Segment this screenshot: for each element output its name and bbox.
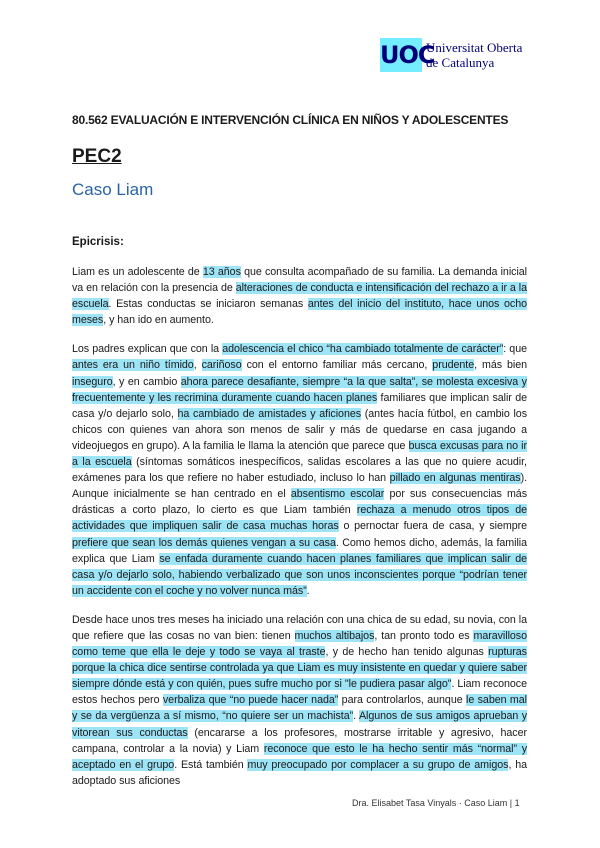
course-title: 80.562 EVALUACIÓN E INTERVENCIÓN CLÍNICA EN NIÑOS Y ADOLESCENTES: [72, 113, 509, 127]
highlighted-text: ahora parece desafiante, siempre “a la que salta”, se molesta excesiva y frecuentemente y les recrimina duramente cuando hacen planes: [72, 375, 527, 404]
paragraph-text: , y han ido en aumento.: [103, 314, 214, 327]
highlighted-text: ha cambiado de amistades y aficiones: [177, 407, 362, 420]
highlighted-text: rechaza a menudo otros tipos de actividades que impliquen salir de casa muchas horas: [72, 504, 527, 533]
highlighted-text: cariñoso: [201, 359, 242, 372]
paragraph-text: o pernoctar fuera de casa, y siempre: [338, 520, 527, 533]
uoc-logo-text: [426, 40, 530, 70]
paragraph-text: . Liam reconoce estos hechos pero: [72, 678, 527, 707]
paragraph-text: Liam es un adolescente de: [72, 266, 203, 278]
paragraph-text: Los padres explican que con la: [72, 343, 223, 356]
highlighted-text: muchos altibajos: [294, 629, 375, 642]
paragraph-text: para controlarlos, aunque: [338, 694, 467, 707]
paragraph-text: que consulta acompañado de su familia. La demanda inicial va en relación con la presencia de: [72, 266, 527, 295]
highlighted-text: pillado en algunas mentiras: [389, 472, 521, 485]
logo-line-1: Universitat Oberta: [426, 40, 523, 55]
paragraph-1: [72, 264, 527, 328]
paragraph-text: Desde hace unos tres meses ha iniciado una relación con una chica de su edad, su novia, con la que refiere que las cosas no van bien: tienen: [72, 613, 527, 642]
highlighted-text: prudente: [432, 359, 475, 372]
highlighted-text: muy preocupado por complacer a su grupo de amigos: [247, 758, 509, 771]
paragraph-text: . Está también: [174, 758, 248, 771]
paragraph-text: .: [353, 710, 359, 723]
logo-line-2: de Catalunya: [426, 55, 495, 70]
paragraph-text: . Estas conductas se iniciaron semanas: [108, 298, 308, 311]
paragraph-text: , más bien: [474, 359, 528, 372]
highlighted-text: antes del inicio del instituto, hace unos ocho meses: [72, 298, 527, 327]
highlighted-text: busca excusas para no ir a la escuela: [72, 439, 527, 469]
pec-title: PEC2: [72, 146, 122, 167]
paragraph-text: (encararse a los profesores, mostrarse irritable y agresivo, hacer campana, controlar a la novia) y Liam: [72, 726, 527, 755]
highlighted-text: inseguro: [72, 375, 113, 388]
highlighted-text: rupturas porque la chica dice sentirse controlada ya que Liam es muy insistente en quedar y quiere saber siempre dónde está y con quién, pues sufre mucho por si "le pudiera pasar algo": [72, 646, 527, 691]
paragraph-text: , y de hecho han tenido algunas: [325, 646, 489, 659]
paragraph-text: ). Aunque inicialmente se han centrado en el: [72, 472, 527, 501]
paragraph-text: por sus consecuencias más drásticas a corto plazo, lo cierto es que Liam también: [72, 488, 527, 517]
paragraph-text: : que: [503, 343, 527, 356]
page-footer: Dra. Elisabet Tasa Vinyals · Caso Liam | 1: [352, 798, 520, 808]
paragraph-text: familiares que implican salir de casa y/o dejarlo solo,: [72, 391, 527, 420]
highlighted-text: absentismo escolar: [290, 488, 385, 501]
case-title: Caso Liam: [72, 180, 154, 199]
paragraph-3: [72, 612, 527, 789]
uoc-logo: [380, 38, 530, 72]
highlighted-text: Algunos de sus amigos aprueban y vitorean sus conductas: [72, 710, 528, 739]
paragraph-text: , y en cambio: [112, 375, 181, 388]
highlighted-text: 13 años: [202, 266, 241, 278]
uoc-logo-mark: UOC: [380, 38, 422, 72]
document-body: [72, 264, 527, 802]
section-heading: Epicrisis:: [72, 236, 124, 248]
paragraph-text: , tan pronto todo es: [374, 629, 474, 642]
paragraph-text: . Como hemos dicho, además, la familia explica que Liam: [72, 536, 528, 565]
paragraph-text: (síntomas somáticos inespecíficos, salidas escolares a las que no quiere acudir, exámenes para los que refiere no haber estudiado, incluso lo han: [72, 456, 527, 485]
highlighted-text: adolescencia el chico “ha cambiado totalmente de carácter”: [222, 343, 504, 356]
paragraph-2: [72, 341, 527, 599]
highlighted-text: le saben mal y se da vergüenza a sí mismo, “no quiere ser un machista”: [72, 694, 527, 723]
paragraph-text: con el entorno familiar más cercano,: [241, 359, 433, 372]
paragraph-text: , ha adoptado sus aficiones: [72, 758, 527, 787]
highlighted-text: verbaliza que “no puede hacer nada”: [162, 694, 339, 707]
highlighted-text: alteraciones de conducta e intensificación del rechazo a ir a la escuela: [72, 282, 527, 311]
highlighted-text: se enfada duramente cuando hacen planes familiares que implican salir de casa y/o dejarlo solo, habiendo verbalizado que son unos inconscientes porque “podrían tener un accidente con el coche y no volver nunca más”: [72, 552, 527, 597]
highlighted-text: prefiere que sean los demás quienes vengan a su casa: [72, 536, 336, 549]
paragraph-text: .: [306, 584, 310, 597]
highlighted-text: antes era un niño tímido: [72, 359, 194, 372]
highlighted-text: reconoce que esto le ha hecho sentir más “normal” y aceptado en el grupo: [72, 742, 527, 771]
paragraph-text: (antes hacía fútbol, en cambio los chicos con quienes van ahora son menos de salir y más de quedarse en casa jugando a videojuegos en grupo). A la familia le llama la atención que parece que: [72, 407, 527, 452]
highlighted-text: maravilloso como teme que ella le deje y todo se vaya al traste: [72, 629, 527, 659]
paragraph-text: ,: [193, 359, 202, 372]
